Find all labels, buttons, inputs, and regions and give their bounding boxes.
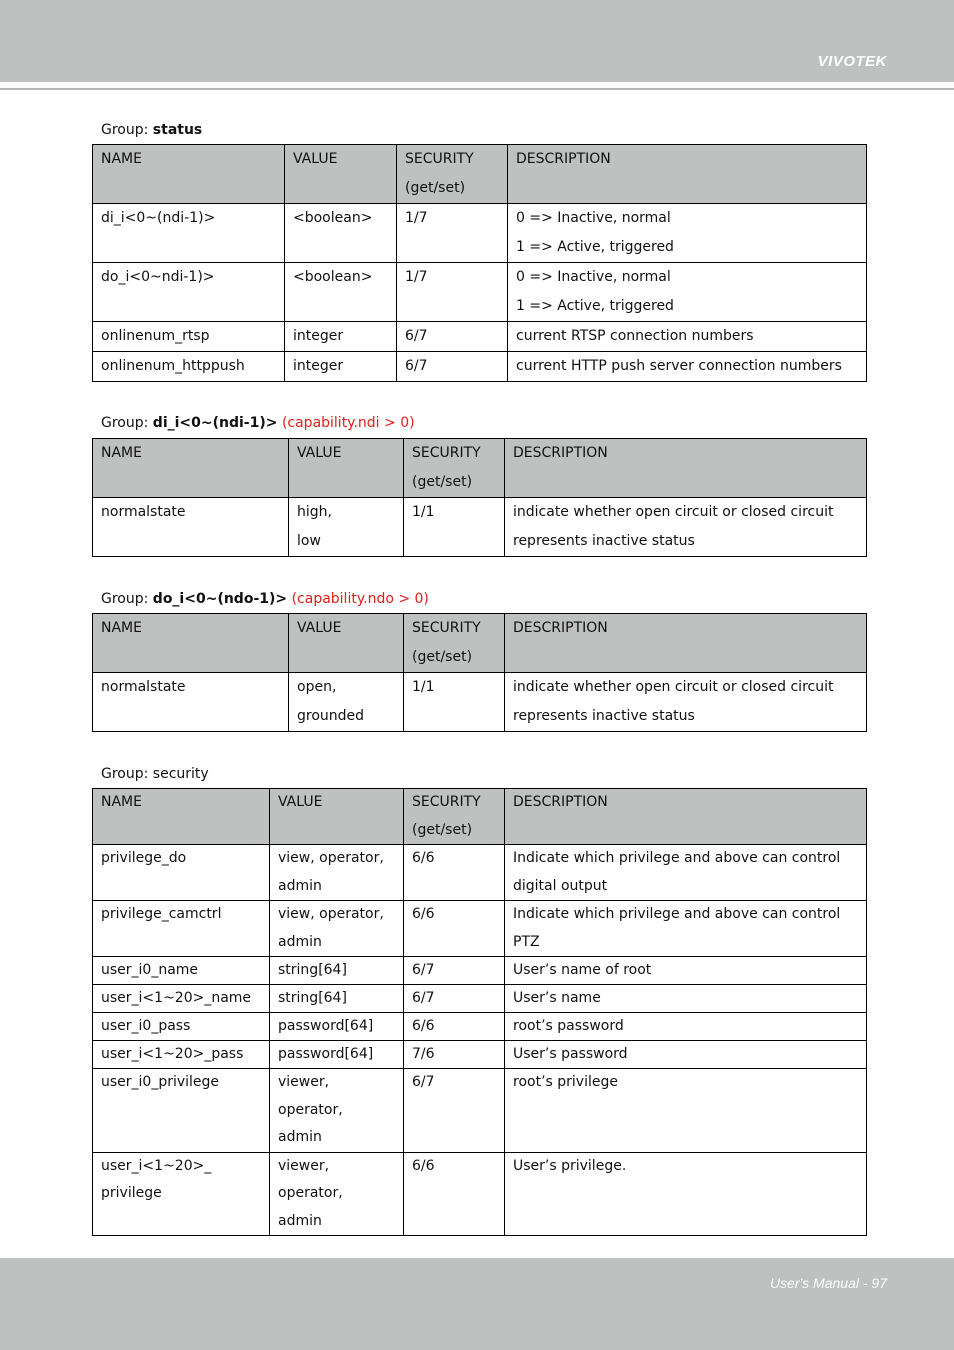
table-row [93,322,867,352]
table-row [93,985,867,1013]
param-description: root’s privilege [505,1069,867,1153]
param-security: 7/6 [404,1041,505,1069]
column-header-description: DESCRIPTION [508,145,867,204]
table-header-row [93,145,867,204]
table-row [93,1069,867,1153]
param-security: 6/7 [397,352,508,382]
group-title-security [101,765,209,783]
column-header-name: NAME [93,789,270,845]
column-header-value: VALUE [270,789,404,845]
brand-logo: VIVOTEK [817,53,887,70]
header-divider [0,88,954,90]
column-header-description: DESCRIPTION [505,614,867,673]
column-header-value: VALUE [289,614,404,673]
group-label: Group: [101,591,149,607]
column-header-value: VALUE [289,439,404,498]
param-value: integer [285,352,397,382]
group-name: do_i<0~(ndo-1)> [152,591,288,607]
group-capability: (capability.ndo > 0) [291,591,429,607]
table-row [93,352,867,382]
table-row [93,1152,867,1236]
table-header-row [93,789,867,845]
param-description: indicate whether open circuit or closed circuit represents inactive status [505,498,867,557]
column-header-description: DESCRIPTION [505,789,867,845]
table-header-row [93,439,867,498]
param-security: 1/1 [404,498,505,557]
param-value: integer [285,322,397,352]
param-value: string[64] [270,957,404,985]
param-security: 6/7 [404,985,505,1013]
param-value: <boolean> [285,204,397,263]
table-row [93,845,867,901]
param-name: privilege_camctrl [93,901,270,957]
param-description: 0 => Inactive, normal 1 => Active, triggered [508,263,867,322]
param-value: string[64] [270,985,404,1013]
param-security: 6/6 [404,845,505,901]
param-security: 1/1 [404,673,505,732]
param-name: user_i<1~20>_name [93,985,270,1013]
table-row [93,1013,867,1041]
column-header-security: SECURITY (get/set) [404,439,505,498]
param-description: User’s name of root [505,957,867,985]
column-header-security: SECURITY (get/set) [397,145,508,204]
param-security: 6/7 [397,322,508,352]
param-value: <boolean> [285,263,397,322]
group-label: Group: [101,122,149,138]
column-header-security: SECURITY (get/set) [404,614,505,673]
param-security: 6/7 [404,957,505,985]
param-value: password[64] [270,1041,404,1069]
param-description: root’s password [505,1013,867,1041]
param-security: 6/6 [404,901,505,957]
param-description: Indicate which privilege and above can control digital output [505,845,867,901]
param-value: open, grounded [289,673,404,732]
param-value: view, operator, admin [270,901,404,957]
param-name: user_i<1~20>_ privilege [93,1152,270,1236]
param-name: onlinenum_rtsp [93,322,285,352]
param-name: privilege_do [93,845,270,901]
page-header [0,0,954,82]
table-row [93,263,867,322]
di-table [92,438,867,557]
param-name: user_i<1~20>_pass [93,1041,270,1069]
param-security: 6/7 [404,1069,505,1153]
group-title-di [101,414,415,432]
status-table [92,144,867,382]
param-security: 6/6 [404,1013,505,1041]
group-name: security [152,766,209,782]
param-name: onlinenum_httppush [93,352,285,382]
column-header-name: NAME [93,145,285,204]
param-name: do_i<0~ndi-1)> [93,263,285,322]
param-security: 1/7 [397,204,508,263]
param-name: normalstate [93,498,289,557]
security-table [92,788,867,1236]
param-value: viewer, operator, admin [270,1152,404,1236]
param-description: User’s password [505,1041,867,1069]
param-name: normalstate [93,673,289,732]
page-footer [0,1258,954,1350]
column-header-value: VALUE [285,145,397,204]
table-row [93,673,867,732]
param-description: current RTSP connection numbers [508,322,867,352]
group-capability: (capability.ndi > 0) [281,415,415,431]
group-title-do [101,590,429,608]
column-header-name: NAME [93,439,289,498]
param-name: di_i<0~(ndi-1)> [93,204,285,263]
param-value: high, low [289,498,404,557]
table-row [93,498,867,557]
table-header-row [93,614,867,673]
param-name: user_i0_privilege [93,1069,270,1153]
param-name: user_i0_pass [93,1013,270,1041]
table-row [93,901,867,957]
param-description: indicate whether open circuit or closed circuit represents inactive status [505,673,867,732]
do-table [92,613,867,732]
group-name: di_i<0~(ndi-1)> [152,415,278,431]
param-description: current HTTP push server connection numbers [508,352,867,382]
group-title-status [101,121,202,139]
param-value: password[64] [270,1013,404,1041]
param-security: 1/7 [397,263,508,322]
param-description: 0 => Inactive, normal 1 => Active, triggered [508,204,867,263]
param-description: User’s privilege. [505,1152,867,1236]
group-name: status [152,122,203,138]
table-row [93,204,867,263]
table-row [93,1041,867,1069]
table-row [93,957,867,985]
param-value: viewer, operator, admin [270,1069,404,1153]
param-security: 6/6 [404,1152,505,1236]
group-label: Group: [101,766,149,782]
param-description: User’s name [505,985,867,1013]
page-number: User's Manual - 97 [769,1275,887,1291]
group-label: Group: [101,415,149,431]
param-name: user_i0_name [93,957,270,985]
column-header-description: DESCRIPTION [505,439,867,498]
column-header-security: SECURITY (get/set) [404,789,505,845]
column-header-name: NAME [93,614,289,673]
param-value: view, operator, admin [270,845,404,901]
param-description: Indicate which privilege and above can control PTZ [505,901,867,957]
